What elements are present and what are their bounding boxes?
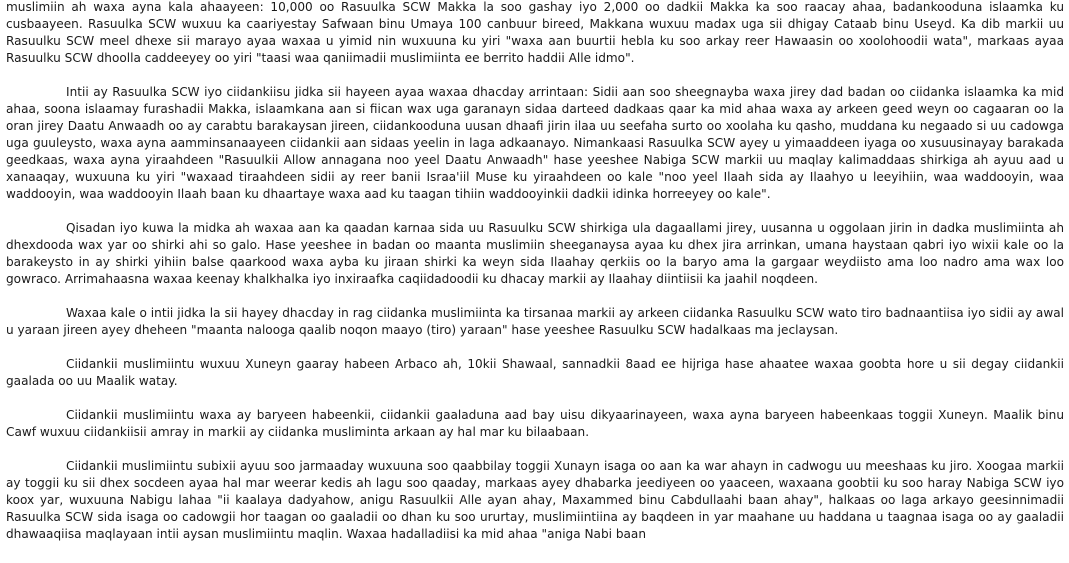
article-paragraph-7: Ciidankii muslimiintu subixii ayuu soo jarmaaday wuxuuna soo qaabbilay toggii Xunayn isaga oo aan ka war ahayn in cadwogu uu meeshaas ku jiro. Xoogaa markii ay toggii ku sii dhex socdeen ayaa hal mar weerar kedis ah lagu soo qaaday, markaas ayey dhabarka jeediyeen oo yaaceen, waxaana goobtii ku soo haray Nabiga SCW iyo koox yar, wuxuuna Nabigu lahaa "ii kaalaya dadyahow, anigu Rasuulkii Alle ayan ahay, Maxammed binu Cabdullaahi baan ahay", halkaas oo laga arkayo geesinnimadii Rasuulka SCW sida isaga oo cadowgii hor taagan oo gaaladii oo dhan ku soo ururtay, muslimiintiina ay baqdeen in yar maahane uu haddana u taagnaa isaga oo ay gaaladii dhawaaqiisa maqlayaan intii aysan muslimiintu maqlin. Waxaa hadalladiisi ka mid ahaa "aniga Nabi baan — [6, 459, 1064, 541]
article-paragraph-1: muslimiin ah waxa ayna kala ahaayeen: 10,000 oo Rasuulka SCW Makka la soo gashay iyo 2,000 oo dadkii Makka ka soo raacay ahaa, badankooduna islaamka ku cusbaayeen. Rasuulka SCW wuxuu ka caariyestay Safwaan binu Umaya 100 canbuur bireed, Makkana wuxuu madax uga sii dhigay Cataab binu Useyd. Ka dib markii uu Rasuulku SCW meel dhexe sii marayo ayaa waxaa u yimid nin wuxuuna ku yiri "waxa aan buurtii hebla ku soo arkay reer Hawaasin oo xoolohoodii wata", markaas ayaa Rasuulku SCW dhoolla caddeeyey oo yiri "taasi waa qaniimadii muslimiinta ee berrito haddii Alle idmo". — [6, 0, 1064, 65]
article-paragraph-6: Ciidankii muslimiintu waxa ay baryeen habeenkii, ciidankii gaaladuna aad bay uisu dikyaarinayeen, waxa ayna baryeen habeenkaas toggii Xuneyn. Maalik binu Cawf wuxuu ciidankiisii amray in markii ay ciidanka musliminta arkaan ay hal mar ku bilaabaan. — [6, 408, 1064, 439]
article-paragraph-2: Intii ay Rasuulka SCW iyo ciidankiisu jidka sii hayeen ayaa waxaa dhacday arrintaan: Sidii aan soo sheegnayba waxa jirey dad badan oo ciidanka islaamka ka mid ahaa, soona islaamay furashadii Makka, islaamkana aan si fiican wax uga garanayn sidaa darteed dadkaas qaar ka mid ahaa waxa ay arkeen geed weyn oo cagaaran oo la oran jirey Daatu Anwaadh oo ay carabtu barakaysan jireen, ciidankooduna uusan dhaafi jirin ilaa uu seefaha surto oo xoolaha ku qasho, muddana ku negaado si uu cadowga uga guuleysto, waxa ayna aamminsanaayeen ciidankii aan sidaas yeelin in laga adkaanayo. Nimankaasi Rasuulka SCW ayey u yimaaddeen iyaga oo xusuusinayay barakada geedkaas, waxa ayna yiraahdeen "Rasuulkii Allow annagana noo yeel Daatu Anwaadh" hase yeeshee Nabiga SCW markii uu maqlay kalimaddaas shirkiga ah ayuu aad u xanaaqay, wuxuuna ku yiri "waxaad tiraahdeen sidii ay reer banii Israa'iil Muse ku yiraahdeen oo kale "noo yeel Ilaah sida ay Ilaahyo u leeyihiin, waa waddooyin, waa waddooyin, waa waddooyin Ilaah baan ku dhaartaye waxa aad ku taagan tihiin waddooyinkii dadkii idinka horreeyey oo kale". — [6, 85, 1064, 201]
article-paragraph-5: Ciidankii muslimiintu wuxuu Xuneyn gaaray habeen Arbaco ah, 10kii Shawaal, sannadkii 8aad ee hijriga hase ahaatee waxaa goobta hore u sii degay ciidankii gaalada oo uu Maalik watay. — [6, 357, 1064, 388]
article-body — [6, 0, 1064, 560]
article-paragraph-4: Waxaa kale o intii jidka la sii hayey dhacday in rag ciidanka muslimiinta ka tirsanaa markii ay arkeen ciidanka Rasuulku SCW wato tiro badnaantiisa iyo sidii ay awal u yaraan jireen ayey dheheen "maanta nalooga qaalib noqon maayo (tiro) yaraan" hase yeeshee Rasuulku SCW hadalkaas ma jeclaysan. — [6, 306, 1064, 337]
article-paragraph-3: Qisadan iyo kuwa la midka ah waxaa aan ka qaadan karnaa sida uu Rasuulku SCW shirkiga ula dagaallami jirey, uusanna u oggolaan jirin in dadka muslimiinta ah dhexdooda wax yar oo shirki ahi so galo. Hase yeeshee in badan oo maanta muslimiin sheeganaysa ayaa ku dhex jira arrinkan, umana haystaan qabri iyo wixii kale oo la barakeysto in ay shirki yihiin balse qaarkood waxa ayba ku jiraan shirki ka weyn sida Ilaahay qerkiis oo la baryo ama la gargaar weydiisto ama loo nadro ama wax loo gowraco. Arrimahaasna waxaa keenay khalkhalka iyo inxiraafka caqiidadoodii ku dhacay markii ay Ilaahay diintiisii ka jaahil noqdeen. — [6, 221, 1064, 286]
